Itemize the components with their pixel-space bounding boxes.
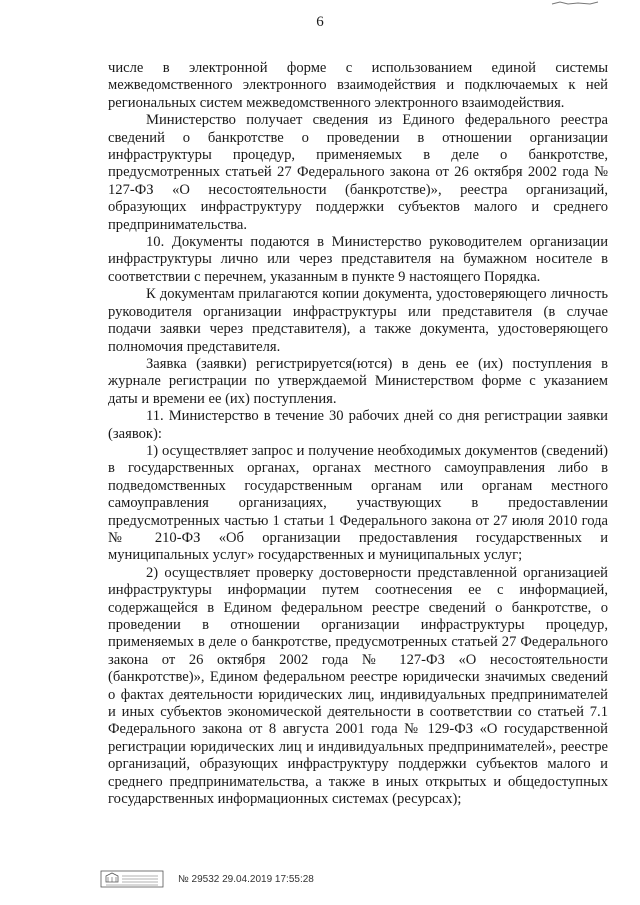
scan-artifact-mark bbox=[550, 0, 600, 6]
page-number: 6 bbox=[316, 14, 324, 30]
paragraph-1: числе в электронной форме с использованием единой системы межведомственного электронного взаимодействия и подключаемых к ней региональных систем межведомственного электронного взаимодействия. bbox=[108, 60, 608, 111]
registration-footer bbox=[100, 868, 314, 890]
paragraph-7: 1) осуществляет запрос и получение необходимых документов (сведений) в государственных органах, органах местного самоуправления либо в подведомственных государственным органам или органам местного самоуправления организациях, участвующих в предоставлении предусмотренных частью 1 статьи 1 Федерального закона от 27 июля 2010 года № 210-ФЗ «Об организации предоставления государственных и муниципальных услуг» государственных и муниципальных услуг; bbox=[108, 442, 608, 564]
paragraph-8: 2) осуществляет проверку достоверности представленной организацией инфраструктуры информации путем соотнесения ее с информацией, содержащейся в Едином федеральном реестре сведений о банкротстве, о проведении в отношении организации инфраструктуры процедур, применяемых в деле о банкротстве, предусмотренных статьей 27 Федерального закона от 26 октября 2002 года № 127-ФЗ «О несостоятельности (банкротстве)», Едином федеральном реестре юридически значимых сведений о фактах деятельности юридических лиц, индивидуальных предпринимателей и иных субъектов экономической деятельности в соответствии со статьей 7.1 Федерального закона от 8 августа 2001 года № 129-ФЗ «О государственной регистрации юридических лиц и индивидуальных предпринимателей», реестре организаций, образующих инфраструктуру поддержки субъектов малого и среднего предпринимательства, а также в иных открытых и общедоступных государственных информационных системах (ресурсах); bbox=[108, 564, 608, 808]
paragraph-4: К документам прилагаются копии документа, удостоверяющего личность руководителя организации инфраструктуры или представителя (в случае подачи заявки через представителя), а также документа, удостоверяющего полномочия представителя. bbox=[108, 286, 608, 355]
paragraph-6: 11. Министерство в течение 30 рабочих дней со дня регистрации заявки (заявок): bbox=[108, 408, 608, 442]
paragraph-2: Министерство получает сведения из Единого федерального реестра сведений о банкротстве о проведении в отношении организации инфраструктуры процедур, применяемых в деле о банкротстве, предусмотренных статьей 27 Федерального закона от 26 октября 2002 года № 127-ФЗ «О несостоятельности (банкротстве)», реестра организаций, образующих инфраструктуру поддержки субъектов малого и среднего предпринимательства. bbox=[108, 112, 608, 233]
paragraph-5: Заявка (заявки) регистрируется(ются) в день ее (их) поступления в журнале регистрации по утверждаемой Министерством форме с указанием даты и времени ее (их) поступления. bbox=[108, 355, 608, 407]
paragraph-3: 10. Документы подаются в Министерство руководителем организации инфраструктуры лично или через представителя на бумажном носителе в соответствии с перечнем, указанным в пункте 9 настоящего Порядка. bbox=[108, 234, 608, 285]
registration-number: № 29532 29.04.2019 17:55:28 bbox=[178, 873, 314, 885]
government-building-stamp-icon bbox=[100, 870, 164, 888]
document-body bbox=[108, 60, 608, 808]
